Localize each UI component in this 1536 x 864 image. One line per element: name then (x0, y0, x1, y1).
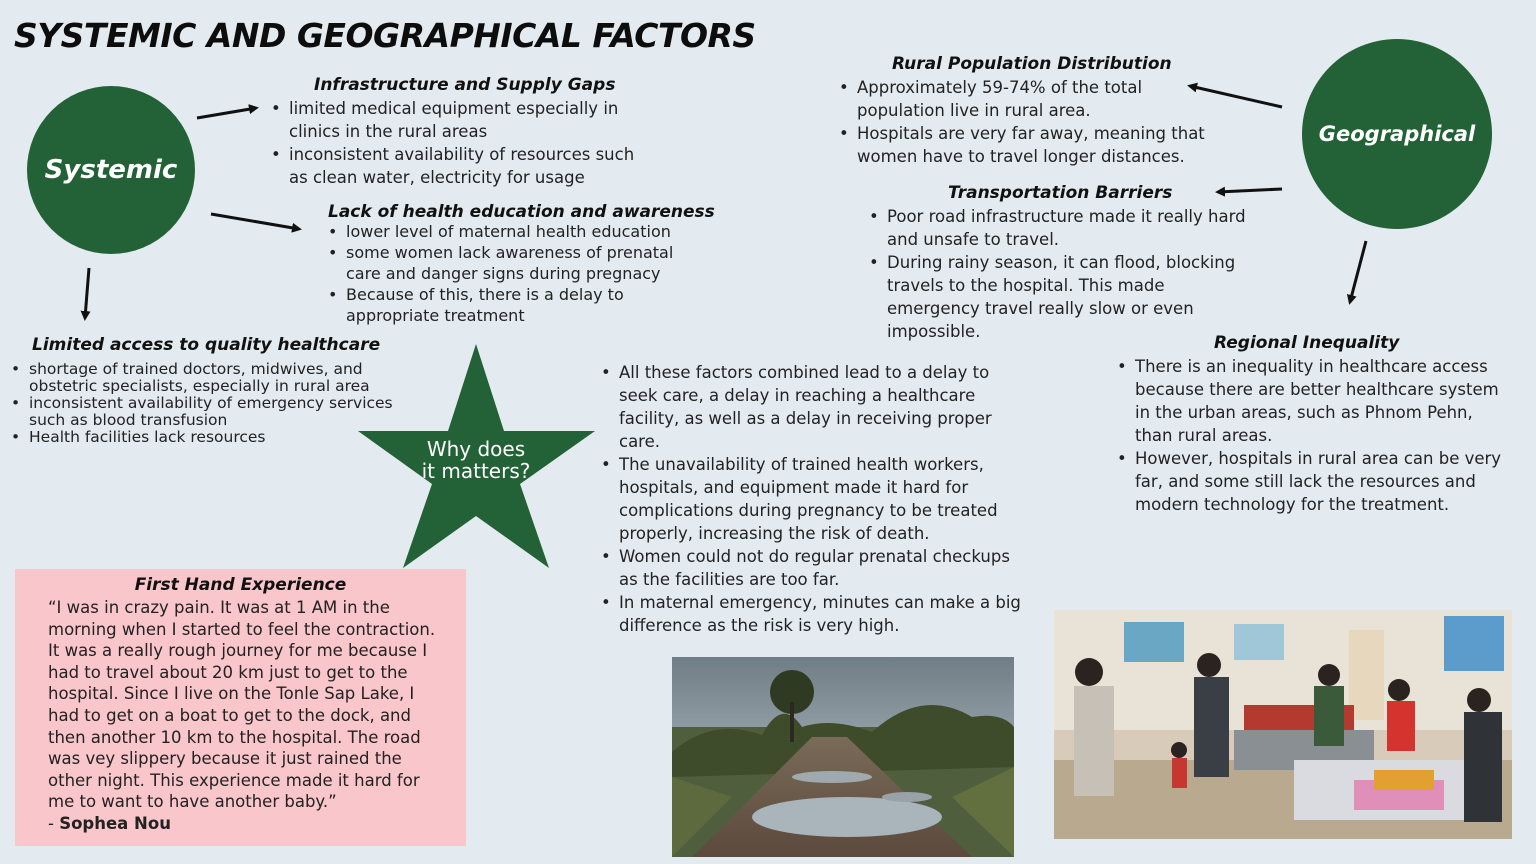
arrow-systemic-education (211, 214, 299, 229)
arrow-geo-regional (1350, 241, 1366, 302)
geographical-label: Geographical (1318, 122, 1476, 146)
systemic-circle (27, 86, 195, 254)
hospital-ward-photo (1054, 610, 1512, 839)
list-item: • Women could not do regular prenatal checkups as the facilities are too far. (601, 545, 1021, 591)
list-item: • Health facilities lack resources (11, 429, 396, 446)
list-item: • Approximately 59-74% of the total population live in rural area. (839, 76, 1229, 122)
quote-author: Sophea Nou (59, 813, 171, 833)
list-item: • inconsistent availability of resources such as clean water, electricity for usage (271, 143, 656, 189)
list-item: • limited medical equipment especially in clinics in the rural areas (271, 97, 656, 143)
quote-dash: - (48, 813, 60, 833)
first-hand-experience-box (15, 569, 466, 846)
list-item: • Because of this, there is a delay to appropriate treatment (328, 284, 708, 326)
rural-list (839, 76, 1229, 168)
arrow-geo-transport (1218, 189, 1282, 192)
list-item: • During rainy season, it can flood, blocking travels to the hospital. This made emergency travel really slow or even impossible. (869, 251, 1259, 343)
list-item: • All these factors combined lead to a delay to seek care, a delay in reaching a healthcare facility, as well as a delay in receiving proper care. (601, 361, 1021, 453)
page-title: SYSTEMIC AND GEOGRAPHICAL FACTORS (14, 16, 756, 55)
why-label: Why does it matters? (421, 437, 531, 483)
systemic-label: Systemic (44, 155, 178, 185)
regional-list (1117, 355, 1512, 516)
why-list (601, 361, 1021, 637)
quote-text (48, 597, 443, 835)
list-item: • inconsistent availability of emergency services such as blood transfusion (11, 395, 396, 429)
infrastructure-list (271, 97, 656, 189)
flooded-road-photo (672, 657, 1014, 857)
list-item: • Poor road infrastructure made it really hard and unsafe to travel. (869, 205, 1259, 251)
infrastructure-heading: Infrastructure and Supply Gaps (314, 75, 616, 95)
quote-body: “I was in crazy pain. It was at 1 AM in the morning when I started to feel the contraction. It was a really rough journey for me because I had to travel about 20 km just to get to the hospital. Since I live on the Tonle Sap Lake, I had to get on a boat to get to the dock, and then another 10 km to the hospital. The road was vey slippery because it just rained the other night. This experience made it hard for me to want to have another baby.” (48, 598, 436, 812)
arrow-systemic-infrastructure (197, 108, 256, 118)
list-item: • There is an inequality in healthcare access because there are better healthcare system in the urban areas, such as Phnom Pehn, than rural areas. (1117, 355, 1512, 447)
list-item: • lower level of maternal health education (328, 221, 708, 242)
list-item: • some women lack awareness of prenatal care and danger signs during pregnacy (328, 242, 708, 284)
arrow-systemic-access (85, 268, 89, 318)
education-list (328, 221, 708, 326)
list-item: • The unavailability of trained health workers, hospitals, and equipment made it hard for complications during pregnancy to be treated properly, increasing the risk of death. (601, 453, 1021, 545)
transport-heading: Transportation Barriers (948, 183, 1173, 203)
access-list (11, 361, 396, 446)
quote-heading: First Hand Experience (134, 575, 347, 595)
list-item: • Hospitals are very far away, meaning that women have to travel longer distances. (839, 122, 1229, 168)
access-heading: Limited access to quality healthcare (32, 335, 381, 355)
list-item: • However, hospitals in rural area can be very far, and some still lack the resources and modern technology for the treatment. (1117, 447, 1512, 516)
transport-list (869, 205, 1259, 343)
geographical-circle (1302, 39, 1492, 229)
list-item: • shortage of trained doctors, midwives, and obstetric specialists, especially in rural area (11, 361, 396, 395)
rural-heading: Rural Population Distribution (892, 54, 1172, 74)
regional-heading: Regional Inequality (1214, 333, 1400, 353)
list-item: • In maternal emergency, minutes can make a big difference as the risk is very high. (601, 591, 1021, 637)
education-heading: Lack of health education and awareness (328, 202, 715, 222)
